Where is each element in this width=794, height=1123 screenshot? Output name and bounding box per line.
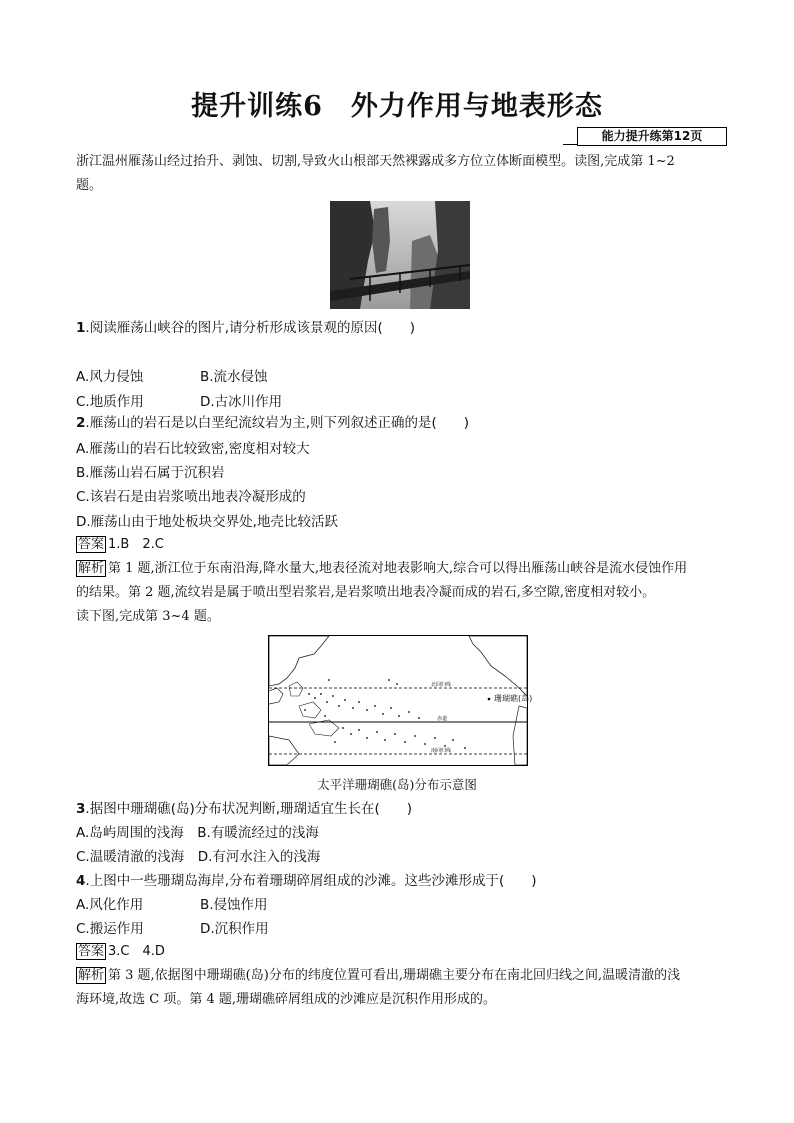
q2-option-a: A.雁荡山的岩石比较致密,密度相对较大 xyxy=(76,441,310,457)
q2-option-c: C.该岩石是由岩浆喷出地表冷凝形成的 xyxy=(76,489,306,505)
q1-option-c: C.地质作用 xyxy=(76,394,144,410)
explanation-1: 解析 第 1 题,浙江位于东南沿海,降水量大,地表径流对地表影响大,综合可以得出雁荡山峡谷是流水侵蚀作用 xyxy=(78,561,688,576)
q4-option-d: D.沉积作用 xyxy=(200,921,269,937)
q1-option-a: A.风力侵蚀 xyxy=(76,369,144,385)
explanation-2: 解析 第 3 题,依据图中珊瑚礁(岛)分布的纬度位置可看出,珊瑚礁主要分布在南北回归线之间,温暖清澈的浅 xyxy=(78,968,681,983)
page-tag: 能力提升练第12页 xyxy=(577,127,727,146)
explanation-label: 解析 xyxy=(78,968,105,983)
answer-1: 答案 1.B 2.C xyxy=(78,537,164,552)
canyon-photo xyxy=(330,201,470,309)
map-caption: 太平洋珊瑚礁(岛)分布示意图 xyxy=(317,777,477,792)
south-tropic-label: 南回归线 xyxy=(431,748,452,754)
legend-dot-icon xyxy=(485,695,493,703)
intro-text-1: 浙江温州雁荡山经过抬升、剥蚀、切割,导致火山根部天然裸露成多方位立体断面模型。读图,完成第 1~2 xyxy=(76,154,675,169)
question-4: 4.上图中一些珊瑚岛海岸,分布着珊瑚碎屑组成的沙滩。这些沙滩形成于( ) xyxy=(76,873,537,889)
q4-option-c: C.搬运作用 xyxy=(76,921,144,937)
explanation-2-line2: 海环境,故选 C 项。第 4 题,珊瑚礁碎屑组成的沙滩应是沉积作用形成的。 xyxy=(76,992,497,1007)
intro-text-1b: 题。 xyxy=(76,178,103,193)
q1-option-d: D.古冰川作用 xyxy=(200,394,283,410)
q2-option-d: D.雁荡山由于地处板块交界处,地壳比较活跃 xyxy=(76,514,338,530)
explanation-1-line2: 的结果。第 2 题,流纹岩是属于喷出型岩浆岩,是岩浆喷出地表冷凝而成的岩石,多空隙,密度相对较小。 xyxy=(76,585,656,600)
q2-option-b: B.雁荡山岩石属于沉积岩 xyxy=(76,465,225,481)
question-3: 3.据图中珊瑚礁(岛)分布状况判断,珊瑚适宜生长在( ) xyxy=(76,801,413,817)
explanation-label: 解析 xyxy=(78,561,105,576)
intro-text-2: 读下图,完成第 3~4 题。 xyxy=(76,609,220,624)
north-tropic-label: 北回归线 xyxy=(431,682,452,688)
coral-reef-dots xyxy=(304,679,466,749)
q4-option-b: B.侵蚀作用 xyxy=(200,897,268,913)
q3-options-cd: C.温暖清澈的浅海 D.有河水注入的浅海 xyxy=(76,849,321,865)
map-legend-label: 珊瑚礁(岛) xyxy=(494,694,533,703)
tag-underline xyxy=(563,144,577,145)
answer-label: 答案 xyxy=(78,537,105,552)
q1-option-b: B.流水侵蚀 xyxy=(200,369,268,385)
question-2: 2.雁荡山的岩石是以白垩纪流纹岩为主,则下列叙述正确的是( ) xyxy=(76,415,470,431)
answer-2: 答案 3.C 4.D xyxy=(78,944,165,959)
equator-label: 赤道 xyxy=(437,716,448,722)
answer-label: 答案 xyxy=(78,944,105,959)
question-1: 1.阅读雁荡山峡谷的图片,请分析形成该景观的原因( ) xyxy=(76,320,416,336)
q4-option-a: A.风化作用 xyxy=(76,897,144,913)
page-title: 提升训练6 外力作用与地表形态 xyxy=(191,91,603,122)
q3-options-ab: A.岛屿周围的浅海 B.有暖流经过的浅海 xyxy=(76,825,319,841)
